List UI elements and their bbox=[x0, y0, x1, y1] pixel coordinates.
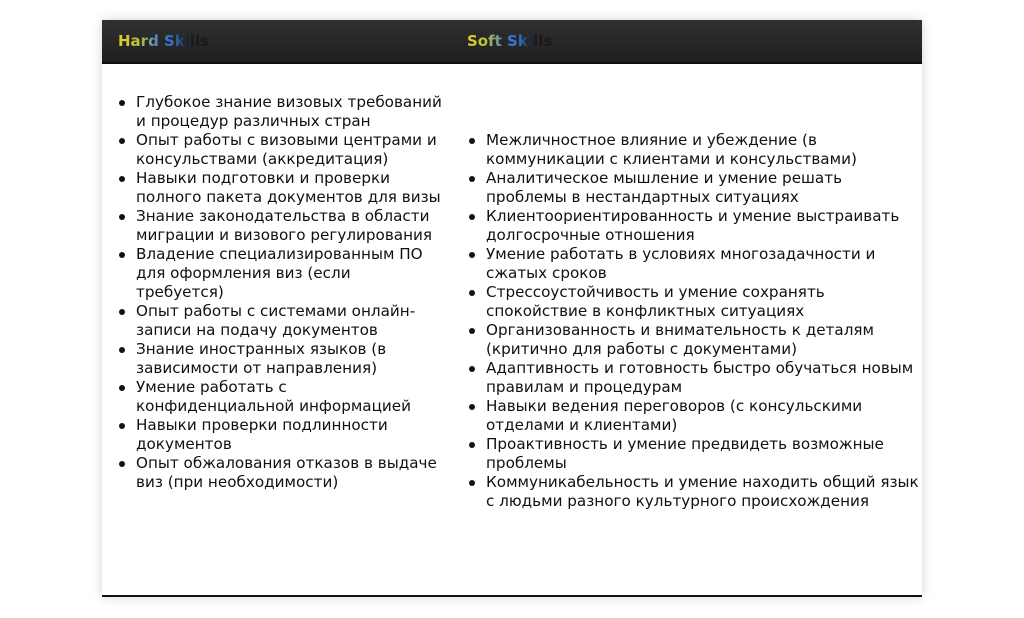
hard-skills-title: Hard Skills bbox=[118, 32, 210, 50]
list-item: Навыки ведения переговоров (с консульскими отделами и клиентами) bbox=[486, 397, 922, 435]
list-item: Умение работать в условиях многозадачности и сжатых сроков bbox=[486, 245, 922, 283]
list-item: Стрессоустойчивость и умение сохранять спокойствие в конфликтных ситуациях bbox=[486, 283, 922, 321]
list-item: Навыки подготовки и проверки полного пакета документов для визы bbox=[136, 169, 441, 206]
list-item: Знание иностранных языков (в зависимости от направления) bbox=[136, 340, 442, 378]
soft-skills-list bbox=[452, 131, 922, 511]
list-item: Опыт работы с системами онлайн-записи на подачу документов bbox=[136, 302, 442, 340]
list-item: Клиентоориентированность и умение выстраивать долгосрочные отношения bbox=[486, 207, 922, 245]
list-item: Навыки проверки подлинности документов bbox=[136, 416, 442, 454]
soft-skills-title: Soft Skills bbox=[467, 32, 553, 50]
list-item: Глубокое знание визовых требований и процедур различных стран bbox=[136, 93, 442, 130]
hard-skills-list bbox=[102, 93, 442, 492]
list-item: Знание законодательства в области миграции и визового регулирования bbox=[136, 207, 442, 245]
list-item: Владение специализированным ПО для оформления виз (если требуется) bbox=[136, 245, 442, 302]
list-item: Адаптивность и готовность быстро обучаться новым правилам и процедурам bbox=[486, 359, 922, 397]
list-item: Проактивность и умение предвидеть возможные проблемы bbox=[486, 435, 922, 473]
list-item: Опыт работы с визовыми центрами и консульствами (аккредитация) bbox=[136, 131, 442, 169]
list-item: Умение работать с конфиденциальной информацией bbox=[136, 378, 442, 416]
table-header bbox=[102, 20, 922, 64]
list-item: Коммуникабельность и умение находить общий язык с людьми разного культурного происхождения bbox=[486, 473, 922, 511]
list-item: Межличностное влияние и убеждение (в коммуникации с клиентами и консульствами) bbox=[486, 131, 922, 169]
list-item: Организованность и внимательность к деталям (критично для работы с документами) bbox=[486, 321, 922, 359]
skills-table bbox=[102, 20, 922, 597]
list-item: Аналитическое мышление и умение решать проблемы в нестандартных ситуациях bbox=[486, 169, 922, 207]
list-item: Опыт обжалования отказов в выдаче виз (при необходимости) bbox=[136, 454, 442, 492]
